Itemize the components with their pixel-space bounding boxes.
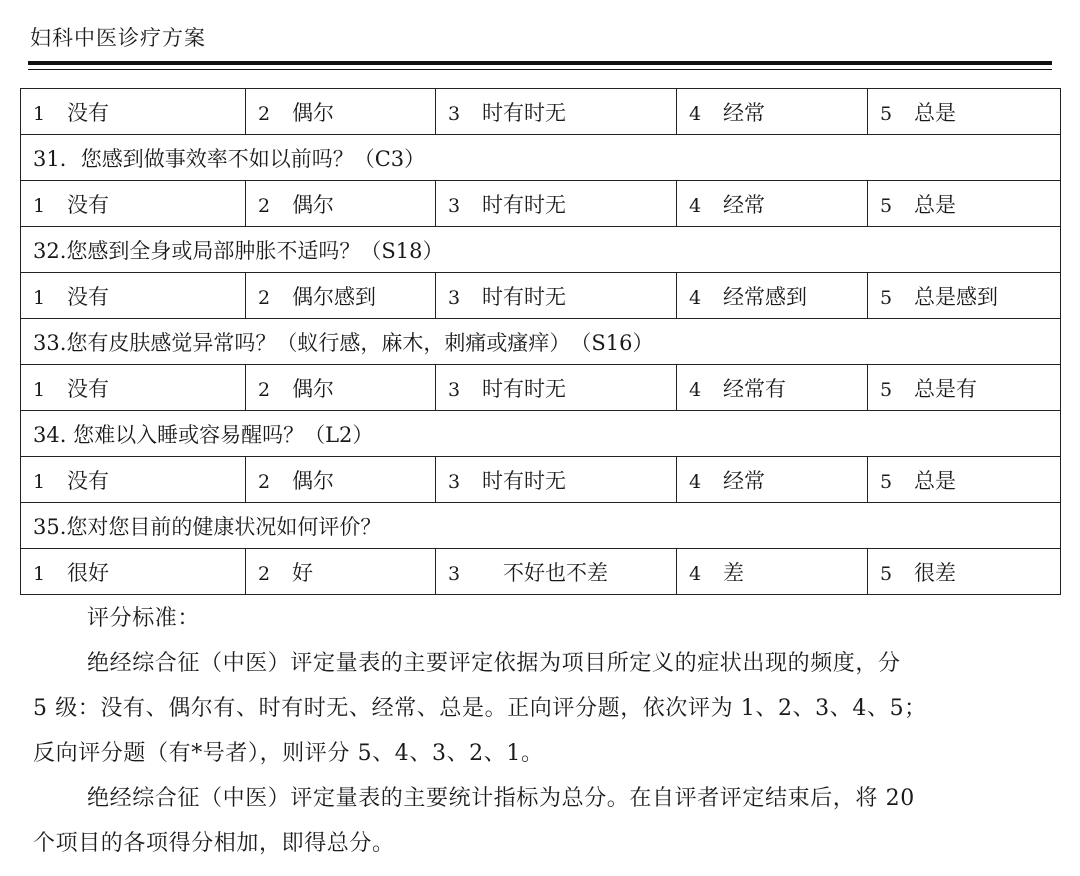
option-number: 1 (33, 378, 46, 401)
option-number: 5 (880, 102, 893, 125)
option-label: 没有 (67, 100, 109, 125)
option-label: 没有 (67, 468, 109, 493)
answer-option[interactable] (436, 549, 677, 595)
option-label: 时有时无 (482, 284, 566, 309)
scoring-heading: 评分标准： (87, 606, 201, 631)
question-row (21, 503, 1061, 549)
option-number: 4 (689, 378, 702, 401)
answer-option[interactable] (677, 549, 868, 595)
answer-option[interactable] (21, 89, 246, 135)
answer-option[interactable] (868, 365, 1061, 411)
option-label: 经常有 (723, 376, 786, 401)
option-number: 1 (33, 470, 46, 493)
document-header: 妇科中医诊疗方案 (30, 26, 206, 50)
answer-option[interactable] (21, 457, 246, 503)
answer-option[interactable] (21, 181, 246, 227)
option-label: 总是 (914, 192, 956, 217)
option-label: 总是 (914, 468, 956, 493)
option-label: 经常 (723, 100, 765, 125)
options-row (21, 457, 1061, 503)
options-row (21, 89, 1061, 135)
header-rule-thick (28, 61, 1052, 65)
option-number: 3 (448, 470, 461, 493)
option-number: 3 (448, 378, 461, 401)
option-number: 2 (258, 194, 271, 217)
option-label: 很差 (914, 560, 956, 585)
options-row (21, 549, 1061, 595)
answer-option[interactable] (21, 549, 246, 595)
option-number: 5 (880, 378, 893, 401)
option-number: 3 (448, 562, 461, 585)
options-row (21, 181, 1061, 227)
option-label: 时有时无 (482, 468, 566, 493)
answer-option[interactable] (436, 365, 677, 411)
answer-option[interactable] (868, 89, 1061, 135)
option-number: 4 (689, 562, 702, 585)
option-number: 2 (258, 102, 271, 125)
option-label: 好 (292, 560, 313, 585)
option-label: 总是 (914, 100, 956, 125)
question-text: 32.您感到全身或局部肿胀不适吗？（S18） (21, 227, 1061, 273)
option-label: 差 (723, 560, 744, 585)
scoring-para1-line1: 绝经综合征（中医）评定量表的主要评定依据为项目所定义的症状出现的频度，分 (87, 651, 901, 676)
answer-option[interactable] (868, 457, 1061, 503)
answer-option[interactable] (677, 365, 868, 411)
question-text: 31．您感到做事效率不如以前吗？（C3） (21, 135, 1061, 181)
option-label: 总是感到 (914, 284, 998, 309)
option-number: 4 (689, 102, 702, 125)
option-label: 时有时无 (482, 376, 566, 401)
option-label: 偶尔 (292, 376, 334, 401)
question-text: 33.您有皮肤感觉异常吗？（蚁行感，麻木，刺痛或瘙痒） （S16） (21, 319, 1061, 365)
option-number: 5 (880, 470, 893, 493)
answer-option[interactable] (246, 365, 436, 411)
answer-option[interactable] (868, 549, 1061, 595)
answer-option[interactable] (677, 181, 868, 227)
option-label: 偶尔感到 (292, 284, 376, 309)
option-label: 经常 (723, 192, 765, 217)
option-label: 经常 (723, 468, 765, 493)
question-row (21, 411, 1061, 457)
option-number: 2 (258, 378, 271, 401)
option-number: 2 (258, 286, 271, 309)
option-number: 1 (33, 562, 46, 585)
scoring-para2-line2: 个项目的各项得分相加，即得总分。 (33, 831, 395, 856)
answer-option[interactable] (436, 89, 677, 135)
option-label: 偶尔 (292, 192, 334, 217)
question-text: 35.您对您目前的健康状况如何评价？ (21, 503, 1061, 549)
answer-option[interactable] (677, 457, 868, 503)
answer-option[interactable] (436, 273, 677, 319)
option-number: 5 (880, 562, 893, 585)
option-number: 3 (448, 194, 461, 217)
option-number: 3 (448, 286, 461, 309)
option-label: 经常感到 (723, 284, 807, 309)
option-number: 5 (880, 286, 893, 309)
answer-option[interactable] (677, 89, 868, 135)
option-number: 2 (258, 470, 271, 493)
answer-option[interactable] (436, 181, 677, 227)
answer-option[interactable] (677, 273, 868, 319)
option-number: 4 (689, 194, 702, 217)
option-number: 1 (33, 194, 46, 217)
question-text: 34. 您难以入睡或容易醒吗？（L2） (21, 411, 1061, 457)
answer-option[interactable] (246, 549, 436, 595)
answer-option[interactable] (246, 89, 436, 135)
option-label: 很好 (67, 560, 109, 585)
question-row (21, 319, 1061, 365)
option-number: 4 (689, 286, 702, 309)
option-number: 2 (258, 562, 271, 585)
scoring-para1-line3: 反向评分题（有*号者），则评分 5、4、3、2、1。 (33, 741, 544, 766)
option-number: 4 (689, 470, 702, 493)
scoring-para1-line2: 5 级：没有、偶尔有、时有时无、经常、总是。正向评分题，依次评为 1、2、3、4、5； (33, 696, 927, 721)
answer-option[interactable] (436, 457, 677, 503)
answer-option[interactable] (868, 181, 1061, 227)
question-row (21, 227, 1061, 273)
answer-option[interactable] (21, 273, 246, 319)
option-number: 1 (33, 102, 46, 125)
options-row (21, 365, 1061, 411)
answer-option[interactable] (246, 181, 436, 227)
answer-option[interactable] (246, 273, 436, 319)
answer-option[interactable] (868, 273, 1061, 319)
option-label: 时有时无 (482, 192, 566, 217)
questionnaire-table (20, 88, 1061, 595)
answer-option[interactable] (246, 457, 436, 503)
option-label: 没有 (67, 284, 109, 309)
question-row (21, 135, 1061, 181)
option-label: 总是有 (914, 376, 977, 401)
option-number: 5 (880, 194, 893, 217)
option-label: 不好也不差 (482, 560, 608, 585)
scoring-section (33, 596, 1053, 866)
option-label: 没有 (67, 376, 109, 401)
option-label: 没有 (67, 192, 109, 217)
option-number: 1 (33, 286, 46, 309)
option-label: 时有时无 (482, 100, 566, 125)
scoring-para2-line1: 绝经综合征（中医）评定量表的主要统计指标为总分。在自评者评定结束后，将 20 (87, 786, 915, 811)
option-label: 偶尔 (292, 100, 334, 125)
answer-option[interactable] (21, 365, 246, 411)
option-number: 3 (448, 102, 461, 125)
header-rule-thin (28, 69, 1052, 70)
options-row (21, 273, 1061, 319)
option-label: 偶尔 (292, 468, 334, 493)
